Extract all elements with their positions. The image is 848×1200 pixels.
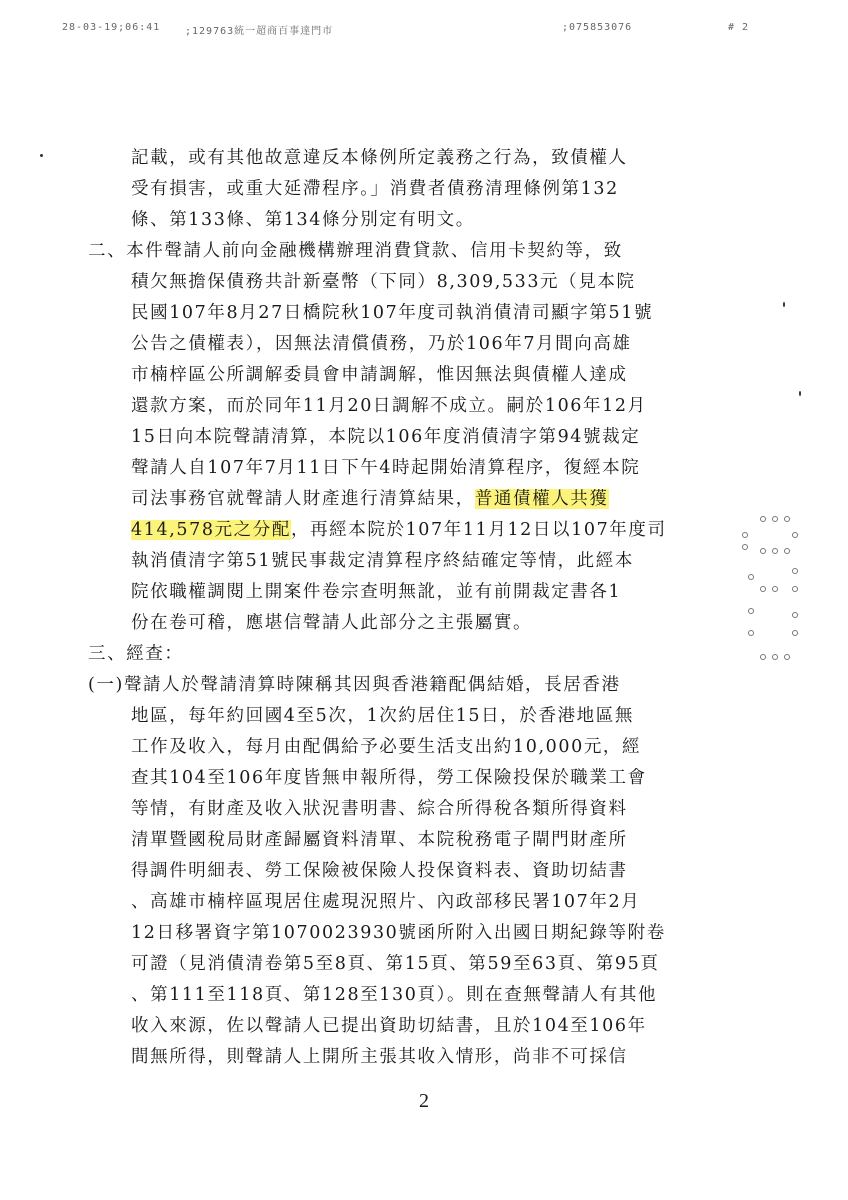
body-line: 收入來源，佐以聲請人已提出資助切結書，且於104至106年 <box>131 1016 647 1036</box>
binding-hole <box>792 612 798 618</box>
body-line: 地區，每年約回國4至5次，1次約居住15日，於香港地區無 <box>131 706 634 726</box>
binding-hole <box>748 630 754 636</box>
body-line: 、第111至118頁、第128至130頁）。則在查無聲請人有其他 <box>131 985 658 1005</box>
binding-hole <box>772 586 778 592</box>
body-line: 、高雄市楠梓區現居住處現況照片、內政部移民署107年2月 <box>131 892 641 912</box>
body-line: 受有損害，或重大延滯程序。」消費者債務清理條例第132 <box>131 179 619 199</box>
body-text: ，再經本院於107年11月12日以107年度司 <box>290 520 667 540</box>
body-line: 等情，有財產及收入狀況書明書、綜合所得稅各類所得資料 <box>131 799 628 819</box>
body-line: 積欠無擔保債務共計新臺幣（下同）8,309,533元（見本院 <box>131 272 636 292</box>
scan-speck <box>40 154 43 157</box>
fax-page-indicator: # 2 <box>728 22 750 33</box>
body-line: 工作及收入，每月由配偶給予必要生活支出約10,000元，經 <box>131 737 642 757</box>
binding-hole <box>748 574 754 580</box>
body-line: 民國107年8月27日橋院秋107年度司執消債清司顯字第51號 <box>131 303 654 323</box>
fax-number: ;075853076 <box>562 22 633 33</box>
binding-hole <box>748 608 754 614</box>
binding-holes <box>738 512 818 672</box>
highlighted-text: 414,578元之分配 <box>131 520 291 540</box>
body-line: 還款方案，而於同年11月20日調解不成立。嗣於106年12月 <box>131 396 647 416</box>
body-line: 聲請人自107年7月11日下午4時起開始清算程序，復經本院 <box>131 458 641 478</box>
binding-hole <box>792 586 798 592</box>
binding-hole <box>772 516 778 522</box>
body-line: 市楠梓區公所調解委員會申請調解，惟因無法與債權人達成 <box>131 365 628 385</box>
body-line: 可證（見消債清卷第5至8頁、第15頁、第59至63頁、第95頁 <box>131 954 660 974</box>
page-number: 2 <box>419 1090 429 1112</box>
fax-datetime: 28-03-19;06:41 <box>62 22 161 33</box>
scan-speck <box>799 391 801 396</box>
binding-hole <box>772 654 778 660</box>
binding-hole <box>792 532 798 538</box>
body-line: 得調件明細表、勞工保險被保險人投保資料表、資助切結書 <box>131 861 628 881</box>
section-heading-3: 三、經查： <box>88 644 184 664</box>
body-line: 記載，或有其他故意違反本條例所定義務之行為，致債權人 <box>131 148 628 168</box>
body-line: 15日向本院聲請清算，本院以106年度消債清字第94號裁定 <box>131 427 641 447</box>
binding-hole <box>784 654 790 660</box>
body-line: 公告之債權表），因無法清償債務，乃於106年7月間向高雄 <box>131 334 632 354</box>
body-line: 條、第133條、第134條分別定有明文。 <box>131 210 475 230</box>
body-line: 查其104至106年度皆無申報所得，勞工保險投保於職業工會 <box>131 768 647 788</box>
binding-hole <box>760 654 766 660</box>
binding-hole <box>742 544 748 550</box>
binding-hole <box>760 516 766 522</box>
fax-sender: ;129763統一超商百事達門市 <box>185 26 334 37</box>
binding-hole <box>742 532 748 538</box>
section-heading-2: 二、本件聲請人前向金融機構辦理消費貸款、信用卡契約等，致 <box>88 241 623 261</box>
binding-hole <box>784 516 790 522</box>
binding-hole <box>784 548 790 554</box>
binding-hole <box>792 630 798 636</box>
body-line: 清單暨國稅局財產歸屬資料清單、本院稅務電子閘門財產所 <box>131 830 628 850</box>
subsection-heading-1: (一)聲請人於聲請清算時陳稱其因與香港籍配偶結婚，長居香港 <box>88 675 621 695</box>
highlighted-text: 普通債權人共獲 <box>474 489 609 509</box>
binding-hole <box>772 548 778 554</box>
body-line: 院依職權調閱上開案件卷宗查明無訛，並有前開裁定書各1 <box>131 582 622 602</box>
body-line: 間無所得，則聲請人上開所主張其收入情形，尚非不可採信 <box>131 1047 628 1067</box>
body-line: 執消債清字第51號民事裁定清算程序終結確定等情，此經本 <box>131 551 634 571</box>
body-line: 份在卷可稽，應堪信聲請人此部分之主張屬實。 <box>131 613 533 633</box>
body-line <box>131 518 667 542</box>
body-text: 司法事務官就聲請人財產進行清算結果， <box>131 489 475 509</box>
binding-hole <box>760 548 766 554</box>
binding-hole <box>792 568 798 574</box>
body-line <box>131 487 609 511</box>
binding-hole <box>760 586 766 592</box>
scan-speck <box>783 302 785 307</box>
body-line: 12日移署資字第1070023930號函所附入出國日期紀錄等附卷 <box>131 923 666 943</box>
